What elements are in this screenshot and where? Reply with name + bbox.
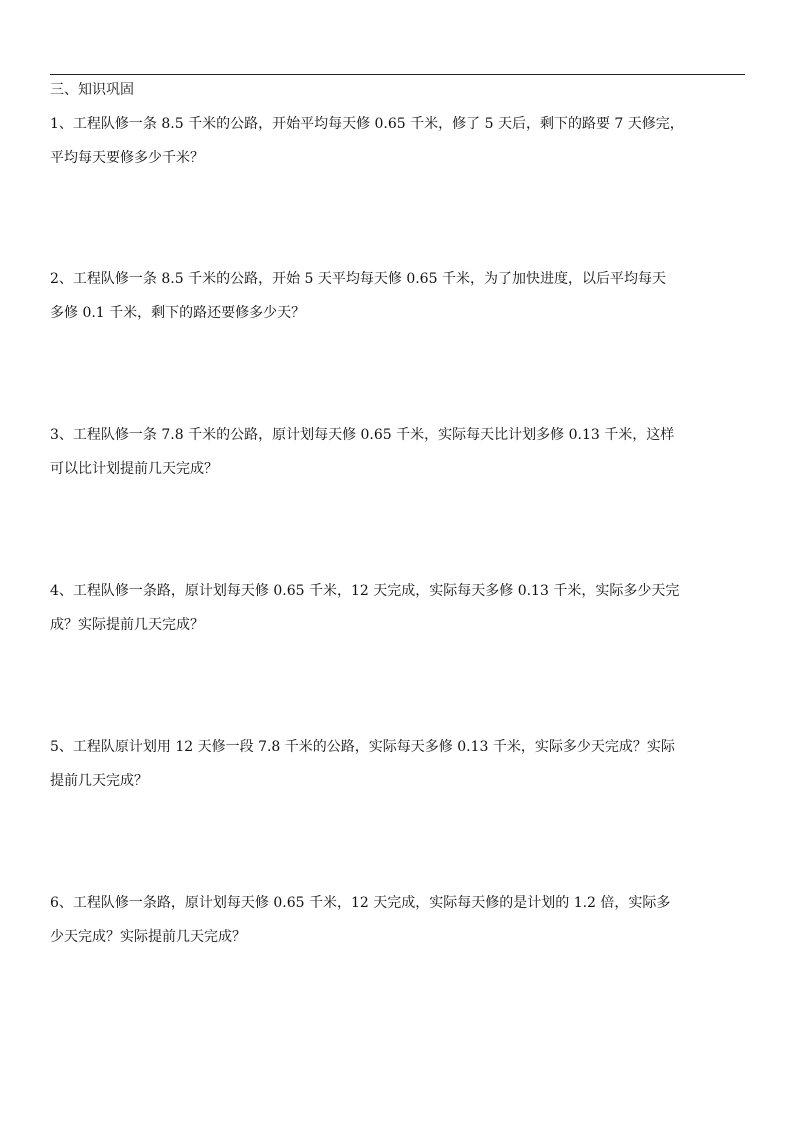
- question-6: [50, 893, 750, 961]
- section-title: 三、知识巩固: [50, 82, 134, 98]
- question-3: [50, 425, 750, 493]
- question-1: [50, 114, 750, 182]
- question-5: [50, 737, 750, 805]
- question-3-line-1: 3、工程队修一条 7.8 千米的公路，原计划每天修 0.65 千米，实际每天比计划多修 0.13 千米，这样: [50, 427, 675, 443]
- question-3-line-2: 可以比计划提前几天完成？: [50, 461, 218, 477]
- question-6-line-2: 少天完成？实际提前几天完成？: [50, 929, 246, 945]
- question-4-line-2: 成？实际提前几天完成？: [50, 617, 204, 633]
- question-2-line-1: 2、工程队修一条 8.5 千米的公路，开始 5 天平均每天修 0.65 千米，为了加快进度，以后平均每天: [50, 271, 666, 287]
- question-6-line-1: 6、工程队修一条路，原计划每天修 0.65 千米，12 天完成，实际每天修的是计划的 1.2 倍，实际多: [50, 895, 671, 911]
- question-1-line-2: 平均每天要修多少千米？: [50, 150, 204, 166]
- question-2-line-2: 多修 0.1 千米，剩下的路还要修多少天？: [50, 305, 306, 321]
- question-1-line-1: 1、工程队修一条 8.5 千米的公路，开始平均每天修 0.65 千米，修了 5 天后，剩下的路要 7 天修完，: [50, 116, 684, 132]
- question-5-line-2: 提前几天完成？: [50, 773, 148, 789]
- question-2: [50, 269, 750, 337]
- header-rule: [50, 74, 745, 75]
- question-4: [50, 581, 750, 649]
- question-4-line-1: 4、工程队修一条路，原计划每天修 0.65 千米，12 天完成，实际每天多修 0.13 千米，实际多少天完: [50, 583, 680, 599]
- question-5-line-1: 5、工程队原计划用 12 天修一段 7.8 千米的公路，实际每天多修 0.13 千米，实际多少天完成？实际: [50, 739, 675, 755]
